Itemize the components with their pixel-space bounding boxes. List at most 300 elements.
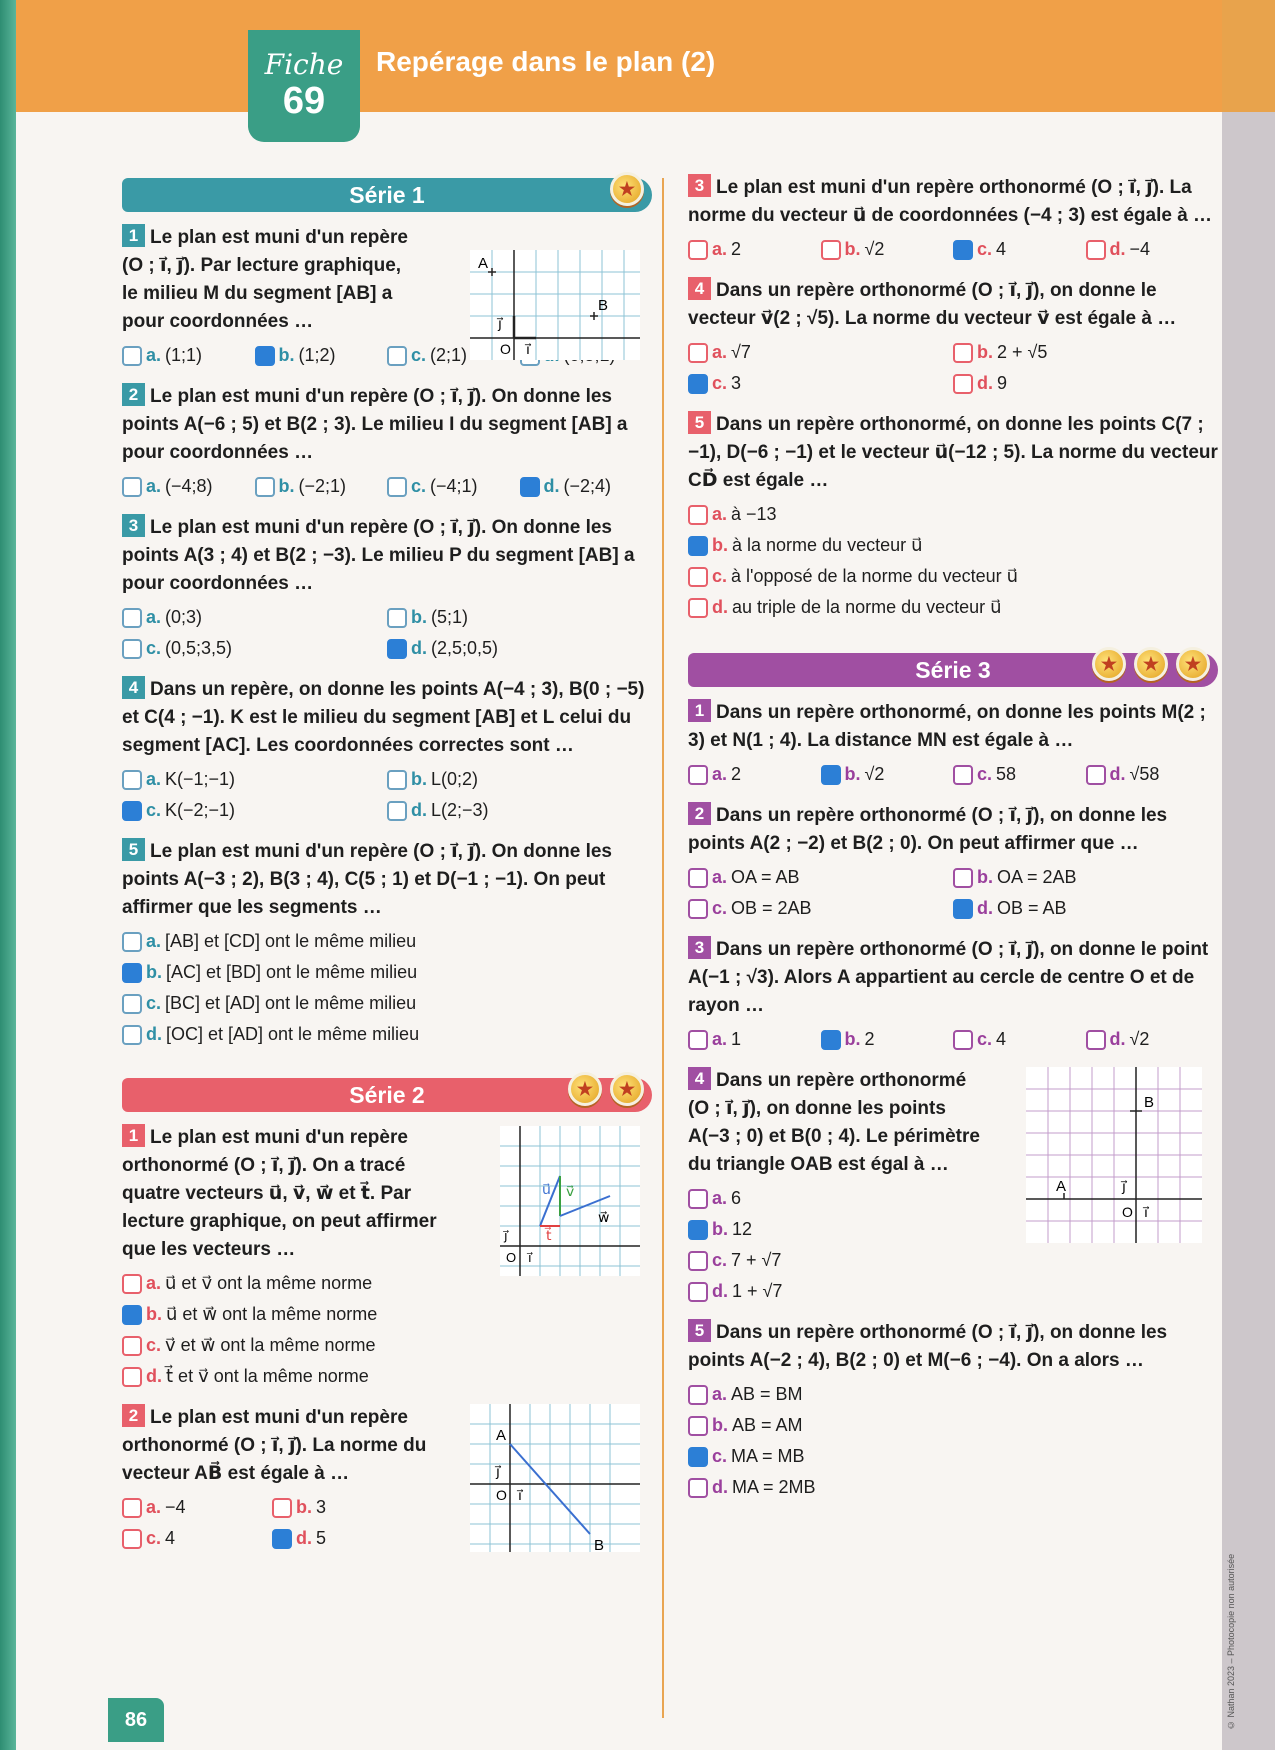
options [688, 337, 1218, 399]
star-medal-icon: ★ [610, 172, 644, 206]
unit-i-label: i⃗ [526, 341, 530, 357]
unit-i-label: i⃗ [528, 1250, 532, 1265]
serie1-question-2 [122, 383, 652, 502]
serie-3-banner [688, 653, 1218, 687]
page-number: 86 [108, 1698, 164, 1742]
checkbox[interactable] [1086, 765, 1106, 785]
point-a-label: A [1056, 1178, 1067, 1195]
option-text: (1;1) [165, 345, 203, 365]
option-text: 2 [864, 1029, 875, 1049]
question-text: Dans un repère orthonormé (O ; i⃗, j⃗), on donne les points A(−2 ; 4), B(2 ; 0) et M(−6 ; −4). On a alors … [688, 1322, 1168, 1371]
star-medal-icon: ★ [610, 1072, 644, 1106]
option-letter: d. [1109, 239, 1126, 259]
option-text: L(0;2) [431, 769, 479, 789]
answer-option[interactable] [953, 759, 1086, 790]
page-title: Repérage dans le plan (2) [376, 46, 716, 77]
option-letter: d. [712, 597, 728, 617]
answer-option[interactable] [953, 234, 1086, 265]
question-number: 3 [122, 514, 145, 537]
answer-option[interactable] [387, 764, 652, 795]
checkbox[interactable] [122, 346, 142, 366]
checkbox[interactable] [122, 608, 142, 628]
serie3-question-1 [688, 699, 1218, 790]
option-letter: a. [712, 764, 728, 784]
option-text: (−2;4) [563, 476, 612, 496]
answer-option[interactable] [688, 893, 953, 924]
option-text: 58 [996, 764, 1017, 784]
checkbox[interactable] [122, 1025, 142, 1045]
option-text: u⃗ et w⃗ ont la même norme [166, 1304, 378, 1324]
answer-option[interactable] [122, 1019, 652, 1050]
checkbox[interactable] [953, 765, 973, 785]
column-divider [662, 178, 664, 1718]
point-a-label: A [496, 1427, 507, 1444]
option-letter: b. [296, 1497, 312, 1517]
answer-option[interactable] [821, 234, 954, 265]
checkbox[interactable] [1086, 240, 1106, 260]
question-number: 1 [122, 224, 145, 247]
option-letter: b. [712, 535, 728, 555]
unit-j-label: j⃗ [496, 1463, 500, 1479]
option-letter: a. [146, 1497, 162, 1517]
option-letter: c. [146, 1528, 162, 1548]
checkbox[interactable] [272, 1498, 292, 1518]
answer-option[interactable] [688, 1410, 1218, 1441]
serie2-q1-graph [500, 1126, 640, 1276]
checkbox[interactable] [821, 765, 841, 785]
answer-option[interactable] [688, 1214, 988, 1245]
answer-option[interactable] [122, 602, 387, 633]
question-text: Dans un repère orthonormé (O ; i⃗, j⃗), on donne les points A(2 ; −2) et B(2 ; 0). On peut affirmer que … [688, 805, 1168, 854]
option-text: v⃗ et w⃗ ont la même norme [165, 1335, 376, 1355]
checkbox[interactable] [387, 608, 407, 628]
checkbox[interactable] [122, 801, 142, 821]
answer-option[interactable] [122, 1299, 652, 1330]
answer-option[interactable] [255, 340, 388, 371]
option-letter: c. [977, 239, 993, 259]
option-text: (−4;1) [430, 476, 478, 496]
checkbox[interactable] [688, 1220, 708, 1240]
serie2-question-3 [688, 174, 1218, 265]
options [688, 759, 1218, 790]
answer-option[interactable] [821, 1024, 954, 1055]
checkbox[interactable] [688, 1447, 708, 1467]
question-number: 3 [688, 936, 711, 959]
star-medal-icon: ★ [1092, 647, 1126, 681]
option-letter: b. [712, 1415, 728, 1435]
option-letter: b. [278, 476, 295, 496]
serie-2-banner [122, 1078, 652, 1112]
question-text: Le plan est muni d'un repère orthonormé (O ; i⃗, j⃗). La norme du vecteur u⃗ de coordonnées (−4 ; 3) est égale à … [688, 177, 1213, 226]
answer-option[interactable] [122, 1523, 272, 1554]
answer-option[interactable] [520, 471, 653, 502]
serie2-question-2 [122, 1404, 652, 1554]
answer-option[interactable] [688, 1379, 1218, 1410]
answer-option[interactable] [821, 759, 954, 790]
answer-option[interactable] [688, 759, 821, 790]
serie-1-title: Série 1 [349, 182, 425, 208]
option-text: 1 [731, 1029, 742, 1049]
answer-option[interactable] [122, 340, 255, 371]
option-letter: d. [712, 1281, 728, 1301]
option-letter: d. [977, 373, 993, 393]
option-letter: a. [146, 931, 162, 951]
option-text: 12 [732, 1219, 753, 1239]
option-text: √7 [731, 342, 751, 362]
answer-option[interactable] [688, 337, 953, 368]
checkbox[interactable] [688, 598, 708, 618]
option-letter: b. [411, 607, 427, 627]
answer-option[interactable] [953, 337, 1218, 368]
checkbox[interactable] [122, 963, 142, 983]
option-text: 6 [731, 1188, 742, 1208]
serie1-question-3 [122, 514, 652, 664]
answer-option[interactable] [953, 862, 1218, 893]
checkbox[interactable] [122, 1529, 142, 1549]
checkbox[interactable] [688, 1478, 708, 1498]
checkbox[interactable] [122, 770, 142, 790]
question-text: Dans un repère orthonormé, on donne les points C(7 ; −1), D(−6 ; −1) et le vecteur u⃗(−12 ; 5). La norme du vecteur CD⃗ est égale … [688, 414, 1218, 491]
checkbox[interactable] [953, 1030, 973, 1050]
question-number: 1 [122, 1124, 145, 1147]
option-letter: c. [146, 993, 162, 1013]
option-letter: b. [977, 342, 993, 362]
option-text: à −13 [731, 504, 777, 524]
answer-option[interactable] [953, 893, 1218, 924]
answer-option[interactable] [1086, 234, 1219, 265]
question-number: 4 [688, 1067, 711, 1090]
option-text: (−2;1) [298, 476, 347, 496]
option-text: AB = BM [731, 1384, 803, 1404]
option-text: 4 [165, 1528, 176, 1548]
option-letter: c. [146, 800, 162, 820]
answer-option[interactable] [122, 764, 387, 795]
answer-option[interactable] [688, 1024, 821, 1055]
checkbox[interactable] [122, 1305, 142, 1325]
answer-option[interactable] [688, 561, 1218, 592]
checkbox[interactable] [688, 1385, 708, 1405]
option-text: (2,5;0,5) [431, 638, 499, 658]
checkbox[interactable] [821, 1030, 841, 1050]
checkbox[interactable] [688, 536, 708, 556]
answer-option[interactable] [1086, 1024, 1219, 1055]
question-text: Dans un repère orthonormé (O ; i⃗, j⃗), on donne le vecteur v⃗(2 ; √5). La norme du vecteur v⃗ est égale à … [688, 280, 1177, 329]
serie1-question-1 [122, 224, 652, 371]
answer-option[interactable] [688, 234, 821, 265]
option-text: 1 + √7 [732, 1281, 783, 1301]
answer-option[interactable] [688, 499, 1218, 530]
checkbox[interactable] [387, 801, 407, 821]
answer-option[interactable] [953, 368, 1218, 399]
checkbox[interactable] [122, 639, 142, 659]
question-number: 5 [122, 838, 145, 861]
answer-option[interactable] [688, 1441, 1218, 1472]
question-number: 4 [688, 277, 711, 300]
options [122, 471, 652, 502]
question-text: Dans un repère orthonormé, on donne les points M(2 ; 3) et N(1 ; 4). La distance MN est égale à … [688, 702, 1206, 751]
checkbox[interactable] [821, 240, 841, 260]
answer-option[interactable] [122, 957, 652, 988]
answer-option[interactable] [122, 633, 387, 664]
option-text: 2 [731, 764, 742, 784]
options [688, 1183, 988, 1307]
options [122, 1268, 652, 1392]
fiche-label: Fiche [264, 48, 344, 81]
option-text: √2 [864, 764, 885, 784]
origin-label: O [506, 1250, 517, 1265]
checkbox[interactable] [122, 1274, 142, 1294]
option-letter: d. [146, 1366, 162, 1386]
option-text: [OC] et [AD] ont le même milieu [166, 1024, 420, 1044]
option-letter: d. [146, 1024, 162, 1044]
answer-option[interactable] [688, 862, 953, 893]
fiche-tab [248, 30, 360, 142]
option-text: (2;1) [430, 345, 468, 365]
option-letter: b. [712, 1219, 728, 1239]
question-text: Le plan est muni d'un repère orthonormé (O ; i⃗, j⃗). La norme du vecteur AB⃗ est égale à … [122, 1407, 427, 1484]
answer-option[interactable] [122, 1492, 272, 1523]
serie-2-title: Série 2 [349, 1082, 425, 1108]
options [688, 499, 1218, 623]
options [122, 764, 652, 826]
options [688, 234, 1218, 265]
answer-option[interactable] [387, 602, 652, 633]
option-letter: d. [543, 476, 560, 496]
checkbox[interactable] [387, 477, 407, 497]
option-letter: d. [712, 1477, 728, 1497]
checkbox[interactable] [255, 477, 275, 497]
serie2-q2-graph [470, 1404, 640, 1552]
checkbox[interactable] [688, 1282, 708, 1302]
page-spine [0, 0, 16, 1750]
question-number: 1 [688, 699, 711, 722]
serie1-q1-graph [470, 250, 640, 360]
checkbox[interactable] [688, 240, 708, 260]
options [688, 1024, 1218, 1055]
option-letter: b. [977, 867, 993, 887]
option-text: OB = AB [997, 898, 1067, 918]
checkbox[interactable] [688, 343, 708, 363]
answer-option[interactable] [122, 795, 387, 826]
question-number: 3 [688, 174, 711, 197]
answer-option[interactable] [688, 368, 953, 399]
checkbox[interactable] [688, 1251, 708, 1271]
point-b-label: B [594, 1537, 605, 1552]
vector-t-label: t⃗ [546, 1227, 552, 1243]
option-text: [AB] et [CD] ont le même milieu [165, 931, 417, 951]
option-letter: a. [712, 1188, 728, 1208]
options [122, 602, 652, 664]
option-letter: a. [712, 1029, 728, 1049]
answer-option[interactable] [387, 795, 652, 826]
option-letter: d. [411, 638, 427, 658]
option-text: u⃗ et v⃗ ont la même norme [165, 1273, 373, 1293]
checkbox[interactable] [953, 374, 973, 394]
answer-option[interactable] [122, 926, 652, 957]
option-letter: a. [712, 867, 728, 887]
option-letter: c. [977, 1029, 993, 1049]
point-a-label: A [478, 255, 489, 272]
checkbox[interactable] [1086, 1030, 1106, 1050]
checkbox[interactable] [122, 994, 142, 1014]
question-number: 2 [122, 1404, 145, 1427]
option-text: au triple de la norme du vecteur u⃗ [732, 597, 1002, 617]
right-column [688, 174, 1218, 1515]
option-text: √58 [1129, 764, 1160, 784]
option-letter: b. [844, 764, 861, 784]
answer-option[interactable] [122, 988, 652, 1019]
question-text: Le plan est muni d'un repère (O ; i⃗, j⃗). On donne les points A(−6 ; 5) et B(2 ; 3). Le milieu I du segment [AB] a pour coordonnées … [122, 386, 628, 463]
option-letter: b. [278, 345, 295, 365]
checkbox[interactable] [255, 346, 275, 366]
serie3-question-4 [688, 1067, 1218, 1307]
option-letter: c. [712, 566, 728, 586]
option-letter: a. [712, 342, 728, 362]
option-letter: a. [146, 769, 162, 789]
answer-option[interactable] [688, 1183, 988, 1214]
option-text: 3 [316, 1497, 327, 1517]
option-letter: a. [712, 1384, 728, 1404]
option-text: 2 + √5 [997, 342, 1048, 362]
option-text: K(−1;−1) [165, 769, 236, 789]
option-letter: d. [296, 1528, 312, 1548]
option-text: OB = 2AB [731, 898, 812, 918]
checkbox[interactable] [953, 343, 973, 363]
checkbox[interactable] [688, 868, 708, 888]
serie3-question-3 [688, 936, 1218, 1055]
option-letter: c. [411, 476, 427, 496]
question-text: Le plan est muni d'un repère (O ; i⃗, j⃗). On donne les points A(3 ; 4) et B(2 ; −3). Le milieu P du segment [AB] a pour coordonnées … [122, 517, 635, 594]
origin-label: O [1122, 1204, 1133, 1220]
answer-option[interactable] [272, 1523, 422, 1554]
question-number: 2 [688, 802, 711, 825]
question-number: 5 [688, 1319, 711, 1342]
answer-option[interactable] [255, 471, 388, 502]
point-b-label: B [1144, 1094, 1155, 1111]
serie3-question-5 [688, 1319, 1218, 1503]
checkbox[interactable] [688, 899, 708, 919]
answer-option[interactable] [688, 1276, 988, 1307]
checkbox[interactable] [688, 765, 708, 785]
option-letter: a. [146, 1273, 162, 1293]
option-text: (1;2) [298, 345, 336, 365]
checkbox[interactable] [688, 1416, 708, 1436]
option-text: (5;1) [431, 607, 469, 627]
checkbox[interactable] [953, 240, 973, 260]
checkbox[interactable] [122, 1336, 142, 1356]
checkbox[interactable] [688, 1030, 708, 1050]
checkbox[interactable] [122, 1498, 142, 1518]
origin-label: O [496, 1487, 507, 1503]
answer-option[interactable] [688, 592, 1218, 623]
option-text: MA = MB [731, 1446, 805, 1466]
star-medal-icon: ★ [568, 1072, 602, 1106]
question-text: Le plan est muni d'un repère (O ; i⃗, j⃗). On donne les points A(−3 ; 2), B(3 ; 4), C(5 ; 1) et D(−1 ; −1). On peut affirmer que les segments … [122, 841, 612, 918]
unit-j-label: j⃗ [504, 1228, 508, 1243]
option-letter: a. [712, 239, 728, 259]
option-text: [BC] et [AD] ont le même milieu [165, 993, 417, 1013]
option-letter: c. [712, 373, 728, 393]
option-text: 7 + √7 [731, 1250, 782, 1270]
options [122, 926, 652, 1050]
option-text: à la norme du vecteur u⃗ [732, 535, 923, 555]
question-text: Dans un repère, on donne les points A(−4 ; 3), B(0 ; −5) et C(4 ; −1). K est le milieu du segment [AB] et L celui du segment [AC]. Les coordonnées correctes sont … [122, 679, 645, 756]
facing-page-edge [1222, 0, 1275, 1750]
checkbox[interactable] [688, 1189, 708, 1209]
question-text: Le plan est muni d'un repère orthonormé (O ; i⃗, j⃗). On a tracé quatre vecteurs u⃗, v⃗, w⃗ et t⃗. Par lecture graphique, on peut affirmer que les vecteurs … [122, 1127, 437, 1260]
option-text: L(2;−3) [431, 800, 489, 820]
checkbox[interactable] [520, 477, 540, 497]
origin-label: O [500, 341, 511, 357]
unit-i-label: i⃗ [518, 1487, 522, 1503]
unit-j-label: j⃗ [1122, 1178, 1126, 1194]
option-letter: d. [411, 800, 427, 820]
answer-option[interactable] [272, 1492, 422, 1523]
checkbox[interactable] [688, 505, 708, 525]
serie3-q4-graph [1026, 1067, 1202, 1243]
unit-i-label: i⃗ [1144, 1204, 1148, 1220]
option-text: −4 [1129, 239, 1151, 259]
option-text: MA = 2MB [732, 1477, 816, 1497]
checkbox[interactable] [387, 770, 407, 790]
question-number: 4 [122, 676, 145, 699]
option-letter: c. [146, 1335, 162, 1355]
option-letter: b. [844, 1029, 861, 1049]
vector-w-label: w⃗ [598, 1209, 610, 1225]
checkbox[interactable] [688, 374, 708, 394]
question-number: 5 [688, 411, 711, 434]
answer-option[interactable] [1086, 759, 1219, 790]
checkbox[interactable] [122, 932, 142, 952]
serie2-question-5 [688, 411, 1218, 623]
options [688, 1379, 1218, 1503]
answer-option[interactable] [688, 530, 1218, 561]
serie2-question-1 [122, 1124, 652, 1392]
answer-option[interactable] [387, 633, 652, 664]
answer-option[interactable] [688, 1472, 1218, 1503]
options [688, 862, 1218, 924]
option-text: √2 [1129, 1029, 1150, 1049]
option-text: AB = AM [732, 1415, 803, 1435]
option-text: 4 [996, 239, 1007, 259]
vector-u-label: u⃗ [542, 1181, 551, 1197]
answer-option[interactable] [953, 1024, 1086, 1055]
option-text: (0,5;3,5) [165, 638, 233, 658]
checkbox[interactable] [953, 899, 973, 919]
checkbox[interactable] [387, 639, 407, 659]
option-letter: a. [146, 345, 162, 365]
option-text: 9 [997, 373, 1008, 393]
option-text: à l'opposé de la norme du vecteur u⃗ [731, 566, 1019, 586]
options [122, 1492, 422, 1554]
option-text: t⃗ et v⃗ ont la même norme [166, 1366, 369, 1386]
option-letter: c. [712, 898, 728, 918]
option-text: 5 [316, 1528, 327, 1548]
checkbox[interactable] [953, 868, 973, 888]
checkbox[interactable] [122, 477, 142, 497]
answer-option[interactable] [122, 1330, 652, 1361]
question-text: Dans un repère orthonormé (O ; i⃗, j⃗), on donne le point A(−1 ; √3). Alors A appartient au cercle de centre O et de rayon … [688, 939, 1209, 1016]
checkbox[interactable] [387, 346, 407, 366]
checkbox[interactable] [122, 1367, 142, 1387]
option-letter: d. [977, 898, 993, 918]
answer-option[interactable] [122, 471, 255, 502]
checkbox[interactable] [688, 567, 708, 587]
answer-option[interactable] [688, 1245, 988, 1276]
checkbox[interactable] [272, 1529, 292, 1549]
answer-option[interactable] [387, 471, 520, 502]
answer-option[interactable] [122, 1361, 652, 1392]
